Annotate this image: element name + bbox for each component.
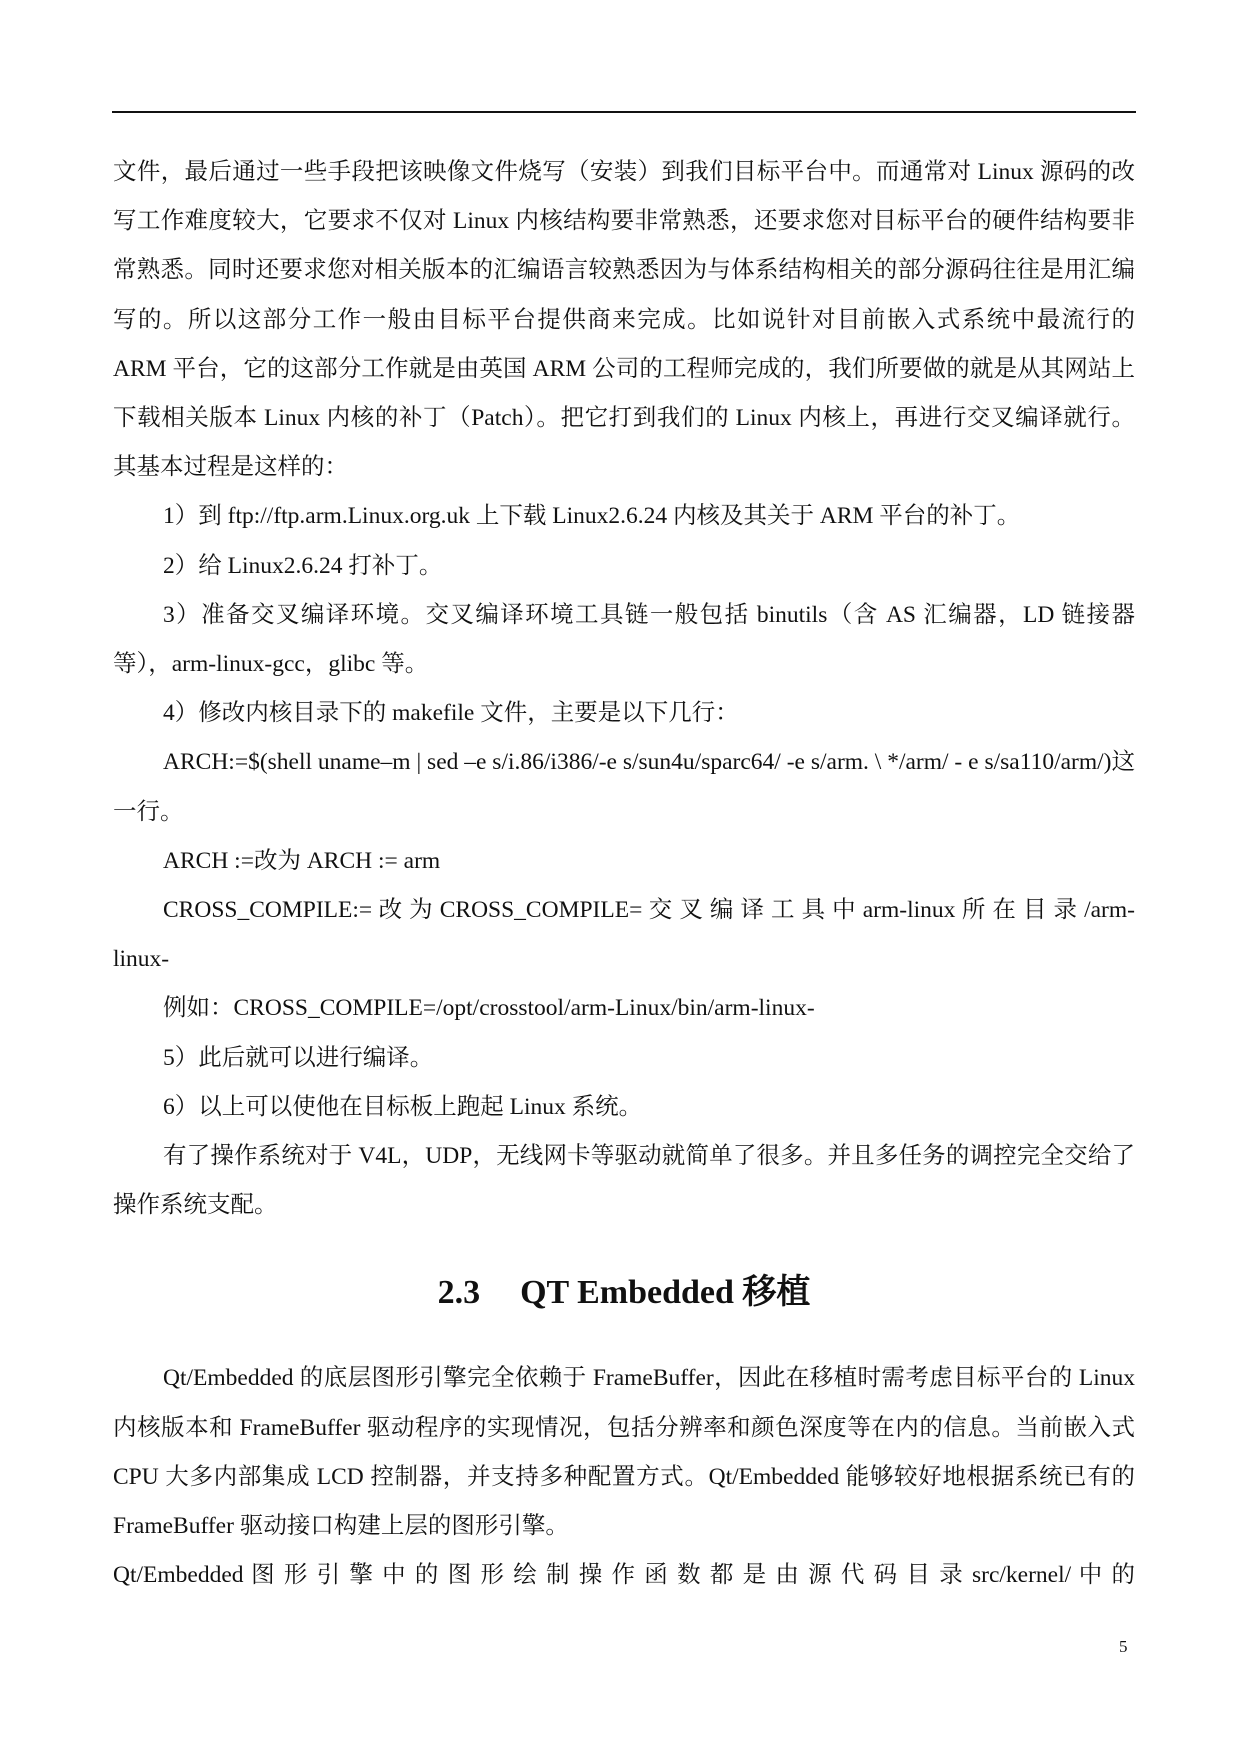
body-paragraph: Qt/Embedded 图 形 引 擎 中 的 图 形 绘 制 操 作 函 数 都 是 由 源 代 码 目 录 src/kernel/ 中 的 xyxy=(113,1562,1135,1589)
section-number: 2.3 xyxy=(437,1274,481,1312)
page-number: 5 xyxy=(1119,1637,1128,1656)
list-item-step-4: 4）修改内核目录下的 makefile 文件，主要是以下几行： xyxy=(163,700,739,727)
list-item-step-6: 6）以上可以使他在目标板上跑起 Linux 系统。 xyxy=(163,1093,643,1120)
body-paragraph: 文件，最后通过一些手段把该映像文件烧写（安装）到我们目标平台中。而通常对 Linux 源码的改写工作难度较大，它要求不仅对 Linux 内核结构要非常熟悉，还要求您对目标平台的硬件结构要非常熟悉。同时还要求您对相关版本的汇编语言较熟悉因为与体系结构相关的部分源码往往是用汇编写的。所以这部分工作一般由目标平台提供商来完成。比如说针对目前嵌入式系统中最流行的 ARM 平台，它的这部分工作就是由英国 ARM 公司的工程师完成的，我们所要做的就是从其网站上下载相关版本 Linux 内核的补丁（Patch）。把它打到我们的 Linux 内核上，再进行交叉编译就行。其基本过程是这样的： xyxy=(113,159,1135,481)
list-item-step-5: 5）此后就可以进行编译。 xyxy=(163,1044,434,1071)
body-paragraph: Qt/Embedded 的底层图形引擎完全依赖于 FrameBuffer，因此在移植时需考虑目标平台的 Linux 内核版本和 FrameBuffer 驱动程序的实现情况，包括分辨率和颜色深度等在内的信息。当前嵌入式 CPU 大多内部集成 LCD 控制器，并支持多种配置方式。Qt/Embedded 能够较好地根据系统已有的 FrameBuffer 驱动接口构建上层的图形引擎。 xyxy=(113,1365,1135,1540)
code-line-cross-compile: CROSS_COMPILE:= 改 为 CROSS_COMPILE= 交 叉 编 译 工 具 中 arm-linux 所 在 目 录 /arm-linux- xyxy=(113,897,1135,973)
section-heading xyxy=(113,1263,1135,1323)
list-item-step-1: 1）到 ftp://ftp.arm.Linux.org.uk 上下载 Linux2.6.24 内核及其关于 ARM 平台的补丁。 xyxy=(163,503,1021,530)
header-rule xyxy=(112,111,1136,113)
code-line-arch-change: ARCH :=改为 ARCH := arm xyxy=(163,847,441,874)
list-item-step-3: 3）准备交叉编译环境。交叉编译环境工具链一般包括 binutils（含 AS 汇编器，LD 链接器等），arm-linux-gcc，glibc 等。 xyxy=(113,601,1135,678)
body-paragraph: 有了操作系统对于 V4L，UDP，无线网卡等驱动就简单了很多。并且多任务的调控完全交给了操作系统支配。 xyxy=(113,1143,1135,1219)
document-body xyxy=(113,148,1135,1600)
code-line-example: 例如：CROSS_COMPILE=/opt/crosstool/arm-Linux/bin/arm-linux- xyxy=(163,995,815,1022)
code-line-arch: ARCH:=$(shell uname–m | sed –e s/i.86/i386/-e s/sun4u/sparc64/ -e s/arm. \ */arm/ - e s/sa110/arm/)这一行。 xyxy=(113,749,1135,825)
list-item-step-2: 2）给 Linux2.6.24 打补丁。 xyxy=(163,552,443,579)
section-title: QT Embedded 移植 xyxy=(520,1274,811,1312)
